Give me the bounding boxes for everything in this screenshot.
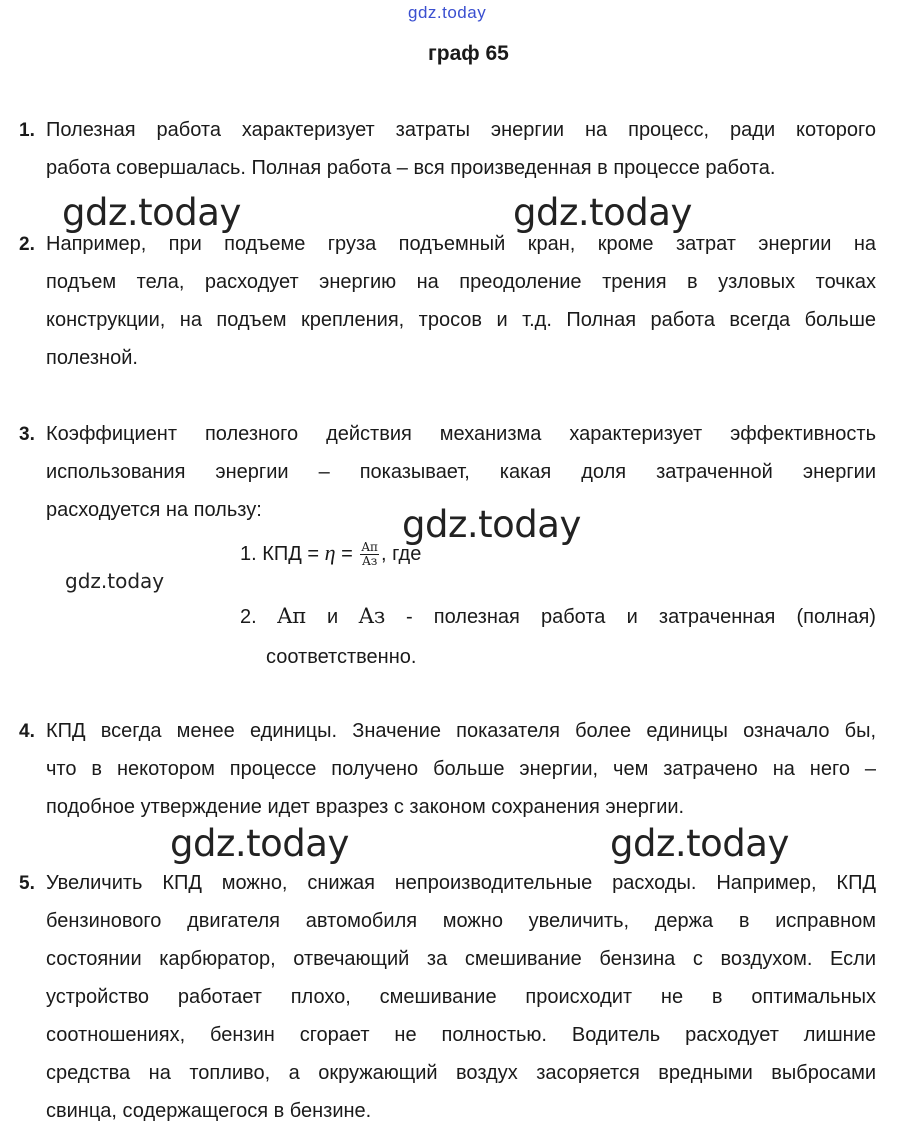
fraction-denominator: Aз — [362, 554, 378, 569]
watermark: gdz.today — [513, 191, 692, 234]
item-number: 3. — [19, 424, 35, 445]
page-title: граф 65 — [428, 42, 509, 65]
item-5-line-4: устройство работает плохо, смешивание происходит не в оптимальных — [46, 986, 876, 1008]
fraction-numerator: Aп — [361, 540, 379, 555]
efficiency-fraction — [360, 541, 379, 568]
item-5-line-6: средства на топливо, а окружающий воздух засоряется вредными выбросами — [46, 1062, 876, 1084]
item-3-line-3: расходуется на пользу: — [46, 499, 262, 521]
watermark: gdz.today — [170, 822, 349, 865]
item-1-line-1: Полезная работа характеризует затраты энергии на процесс, ради которого — [46, 119, 876, 141]
useful-work-symbol: Aп — [277, 604, 307, 628]
item-3-line-2: использования энергии – показывает, какая доля затраченной энергии — [46, 461, 876, 483]
item-5-line-1: Увеличить КПД можно, снижая непроизводительные расходы. Например, КПД — [46, 872, 876, 894]
formula-row — [240, 540, 421, 568]
sub-number: 2. — [240, 606, 257, 628]
item-4-line-3: подобное утверждение идет вразрез с законом сохранения энергии. — [46, 796, 685, 818]
item-5-line-3: состоянии карбюратор, отвечающий за смешивание бензина с воздухом. Если — [46, 948, 876, 970]
item-2-line-2: подъем тела, расходует энергию на преодоление трения в узловых точках — [46, 271, 876, 293]
item-5-line-5: соотношениях, бензин сгорает не полностью. Водитель расходует лишние — [46, 1024, 876, 1046]
item-3-line-1: Коэффициент полезного действия механизма характеризует эффективность — [46, 423, 876, 445]
item-5-line-7: свинца, содержащегося в бензине. — [46, 1100, 372, 1122]
definition-row — [240, 604, 876, 629]
kpd-label: КПД = — [262, 543, 320, 565]
item-4-line-1: КПД всегда менее единицы. Значение показателя более единицы означало бы, — [46, 720, 876, 742]
item-2-line-1: Например, при подъеме груза подъемный кран, кроме затрат энергии на — [46, 233, 876, 255]
item-5-line-2: бензинового двигателя автомобиля можно увеличить, держа в исправном — [46, 910, 876, 932]
spent-work-symbol: Aз — [358, 604, 386, 628]
item-2-line-3: конструкции, на подъем крепления, тросов и т.д. Полная работа всегда больше — [46, 309, 876, 331]
sub-number: 1. — [240, 543, 257, 565]
formula-tail: , где — [381, 543, 422, 565]
watermark: gdz.today — [402, 503, 581, 546]
item-number: 2. — [19, 234, 35, 255]
watermark: gdz.today — [610, 822, 789, 865]
watermark: gdz.today — [65, 569, 165, 593]
eta-symbol: η — [324, 540, 336, 565]
item-2-line-4: полезной. — [46, 347, 138, 369]
item-1-line-2: работа совершалась. Полная работа – вся произведенная в процессе работа. — [46, 157, 776, 179]
item-4-line-2: что в некотором процессе получено больше энергии, чем затрачено на него – — [46, 758, 876, 780]
watermark-top: gdz.today — [408, 3, 487, 22]
item-number: 5. — [19, 873, 35, 894]
definition-line-2: соответственно. — [266, 646, 417, 668]
item-number: 4. — [19, 721, 35, 742]
and-word: и — [327, 606, 339, 628]
watermark: gdz.today — [62, 191, 241, 234]
item-number: 1. — [19, 120, 35, 141]
equals-sign: = — [341, 543, 353, 565]
definition-text: - полезная работа и затраченная (полная) — [405, 606, 876, 628]
